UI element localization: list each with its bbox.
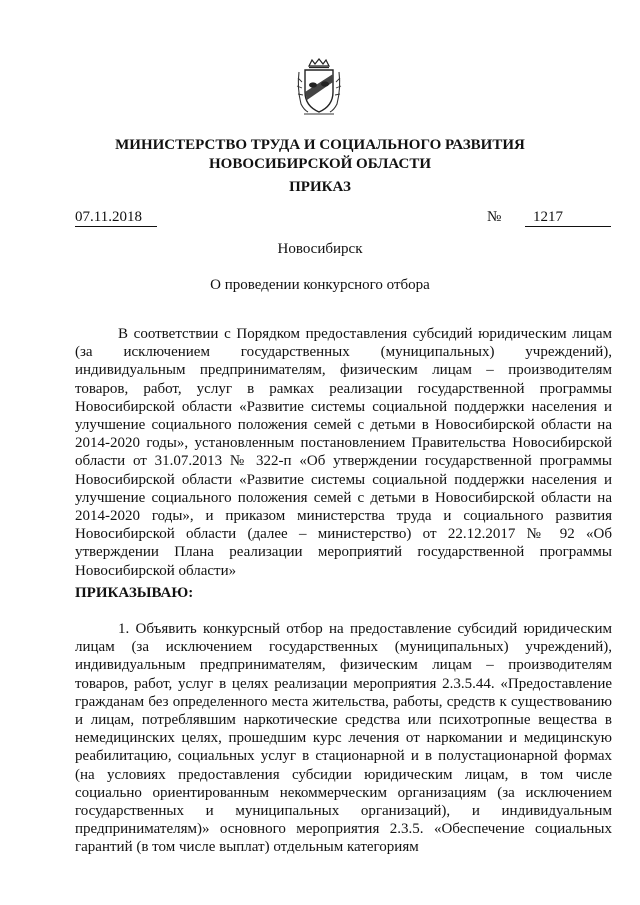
item-1-paragraph: 1. Объявить конкурсный отбор на предоставление субсидий юридическим лицам (за исключением государственных (муниципальных) учреждений), индивидуальным предпринимателям, физическим лицам – производителям товаров, работ, услуг в целях реализации мероприятия 2.3.5.44. «Предоставление гражданам без определенного места жительства, работы, средств к существованию и лицам, потреблявшим наркотические средства или психотропные вещества в немедицинских целях, прошедшим курс лечения от наркомании и медицинскую реабилитацию, социальных услуг в стационарной и в полустационарной формах (на условиях предоставления субсидии юридическим лицам, в том числе социально ориентированным некоммерческим организациям (за исключением государственных и муниципальных организаций), и индивидуальным предпринимателям)» основного мероприятия 2.3.5. «Обеспечение социальных гарантий (в том числе выплат) отдельным категориям <box>75 621 612 856</box>
order-number: 1217 <box>525 208 611 227</box>
directive-heading: ПРИКАЗЫВАЮ: <box>75 585 194 601</box>
ministry-line-1: МИНИСТЕРСТВО ТРУДА И СОЦИАЛЬНОГО РАЗВИТИЯ <box>115 137 525 153</box>
coat-of-arms-icon <box>296 58 342 116</box>
ministry-name <box>40 136 600 174</box>
order-date: 07.11.2018 <box>75 208 157 227</box>
doc-type-title: ПРИКАЗ <box>289 179 351 195</box>
ministry-line-2: НОВОСИБИРСКОЙ ОБЛАСТИ <box>208 156 432 172</box>
number-sign: № <box>487 209 502 225</box>
preamble-paragraph: В соответствии с Порядком предоставления субсидий юридическим лицам (за исключением государственных (муниципальных) учреждений), индивидуальным предпринимателям, физическим лицам – производителям товаров, работ, услуг в рамках реализации государственной программы Новосибирской области «Развитие системы социальной поддержки населения и улучшение социального положения семей с детьми в Новосибирской области на 2014-2020 годы», установленным постановлением Правительства Новосибирской области от 31.07.2013 № 322-п «Об утверждении государственной программы Новосибирской области «Развитие системы социальной поддержки населения и улучшение социального положения семей с детьми в Новосибирской области на 2014-2020 годы», и приказом министерства труда и социального развития Новосибирской области (далее – министерство) от 22.12.2017 № 92 «Об утверждении Плана реализации мероприятий государственной программы Новосибирской области» <box>75 326 612 579</box>
city-name: Новосибирск <box>277 241 363 257</box>
order-subject: О проведении конкурсного отбора <box>210 277 430 293</box>
